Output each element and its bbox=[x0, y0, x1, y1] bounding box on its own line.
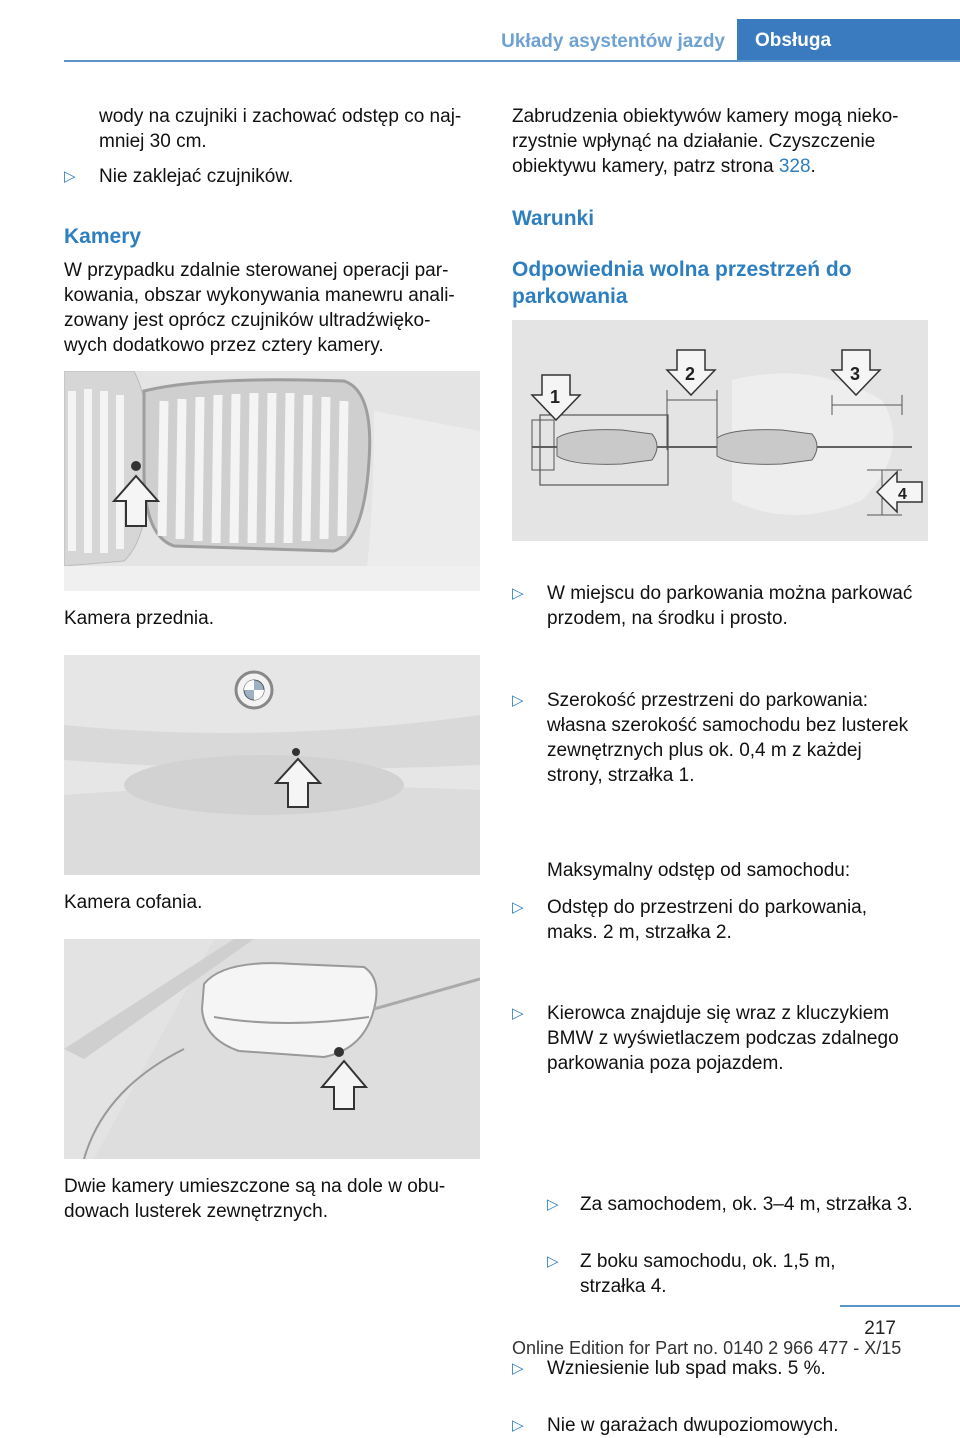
diagram-label-1: 1 bbox=[550, 387, 561, 407]
triangle-right-icon: ▷ bbox=[64, 168, 76, 185]
continuation-text bbox=[99, 104, 489, 154]
parking-space-diagram bbox=[512, 320, 928, 541]
text-line: rzystnie wpłynąć na działanie. Czyszczenie bbox=[512, 131, 876, 152]
triangle-right-icon: ▷ bbox=[547, 1253, 559, 1270]
triangle-right-icon: ▷ bbox=[547, 1196, 559, 1213]
diagram-label-4: 4 bbox=[898, 486, 907, 503]
triangle-right-icon: ▷ bbox=[512, 1417, 524, 1434]
rear-camera-image bbox=[64, 655, 480, 875]
header-rule bbox=[64, 60, 960, 62]
caption-mirror-camera bbox=[64, 1174, 484, 1224]
text-line: kowania, obszar wykonywania manewru anali‐ bbox=[64, 285, 455, 306]
text-line: Dwie kamery umieszczone są na dole w obu‐ bbox=[64, 1176, 446, 1197]
list-item: ▷ W miejscu do parkowania można parkować przodem, na środku i prosto. bbox=[512, 583, 913, 629]
caption-rear-camera: Kamera cofania. bbox=[64, 892, 203, 913]
paragraph-kamery bbox=[64, 258, 484, 358]
caption-front-camera: Kamera przednia. bbox=[64, 608, 214, 629]
text-line: Zabrudzenia obiektywów kamery mogą nieko‐ bbox=[512, 106, 899, 127]
text-line: dowach lusterek zewnętrznych. bbox=[64, 1201, 329, 1222]
text-line: mniej 30 cm. bbox=[99, 131, 207, 152]
paragraph-lens-cleaning bbox=[512, 104, 932, 179]
list-item: ▷ Kierowca znajduje się wraz z kluczykiem BMW z wyświetlaczem podczas zdalnego parkowania poza pojazdem. bbox=[512, 1003, 899, 1074]
list-item: ▷ Wzniesienie lub spad maks. 5 %. bbox=[512, 1358, 826, 1379]
page-reference-link[interactable]: 328 bbox=[778, 156, 811, 177]
triangle-right-icon: ▷ bbox=[512, 585, 524, 602]
sub-list-item: ▷ Za samochodem, ok. 3–4 m, strzałka 3. bbox=[547, 1194, 913, 1215]
header-section-title: Układy asystentów jazdy bbox=[501, 31, 725, 52]
mirror-camera-image bbox=[64, 939, 480, 1159]
max-distance-intro: Maksymalny odstęp od samochodu: bbox=[547, 860, 851, 881]
list-item bbox=[64, 164, 519, 189]
list-item: ▷ Odstęp do przestrzeni do parkowania, maks. 2 m, strzałka 2. bbox=[512, 897, 868, 943]
triangle-right-icon: ▷ bbox=[512, 692, 524, 709]
heading-kamery: Kamery bbox=[64, 225, 142, 248]
triangle-right-icon: ▷ bbox=[512, 1360, 524, 1377]
text-line: W przypadku zdalnie sterowanej operacji par‐ bbox=[64, 260, 449, 281]
list-item-text: Nie zaklejać czujników. bbox=[99, 166, 294, 187]
text-line: zowany jest oprócz czujników ultradźwięko‐ bbox=[64, 310, 431, 331]
edition-text: Online Edition for Part no. 0140 2 966 477 - X/15 bbox=[512, 1338, 902, 1358]
triangle-right-icon: ▷ bbox=[512, 899, 524, 916]
page-number: 217 bbox=[864, 1318, 896, 1339]
diagram-label-2: 2 bbox=[685, 364, 696, 384]
heading-parking-space: Odpowiednia wolna przestrzeń do parkowania bbox=[512, 258, 852, 308]
front-camera-image bbox=[64, 371, 480, 591]
list-item: ▷ Nie w garażach dwupoziomowych. bbox=[512, 1415, 839, 1436]
text-line: wody na czujniki i zachować odstęp co naj‐ bbox=[99, 106, 462, 127]
diagram-label-3: 3 bbox=[850, 364, 861, 384]
header-tab: Obsługa bbox=[737, 19, 960, 62]
heading-warunki: Warunki bbox=[512, 207, 595, 230]
text-line: obiektywu kamery, patrz strona 328. bbox=[512, 156, 816, 177]
triangle-right-icon: ▷ bbox=[512, 1005, 524, 1022]
sub-list-item: ▷ Z boku samochodu, ok. 1,5 m, strzałka 4. bbox=[547, 1251, 836, 1297]
text-line: wych dodatkowo przez cztery kamery. bbox=[64, 335, 384, 356]
footer-rule bbox=[840, 1305, 960, 1307]
list-item: ▷ Szerokość przestrzeni do parkowania: własna szerokość samochodu bez lusterek zewnętrznych plus ok. 0,4 m z każdej strony, strzałka 1. bbox=[512, 690, 909, 786]
